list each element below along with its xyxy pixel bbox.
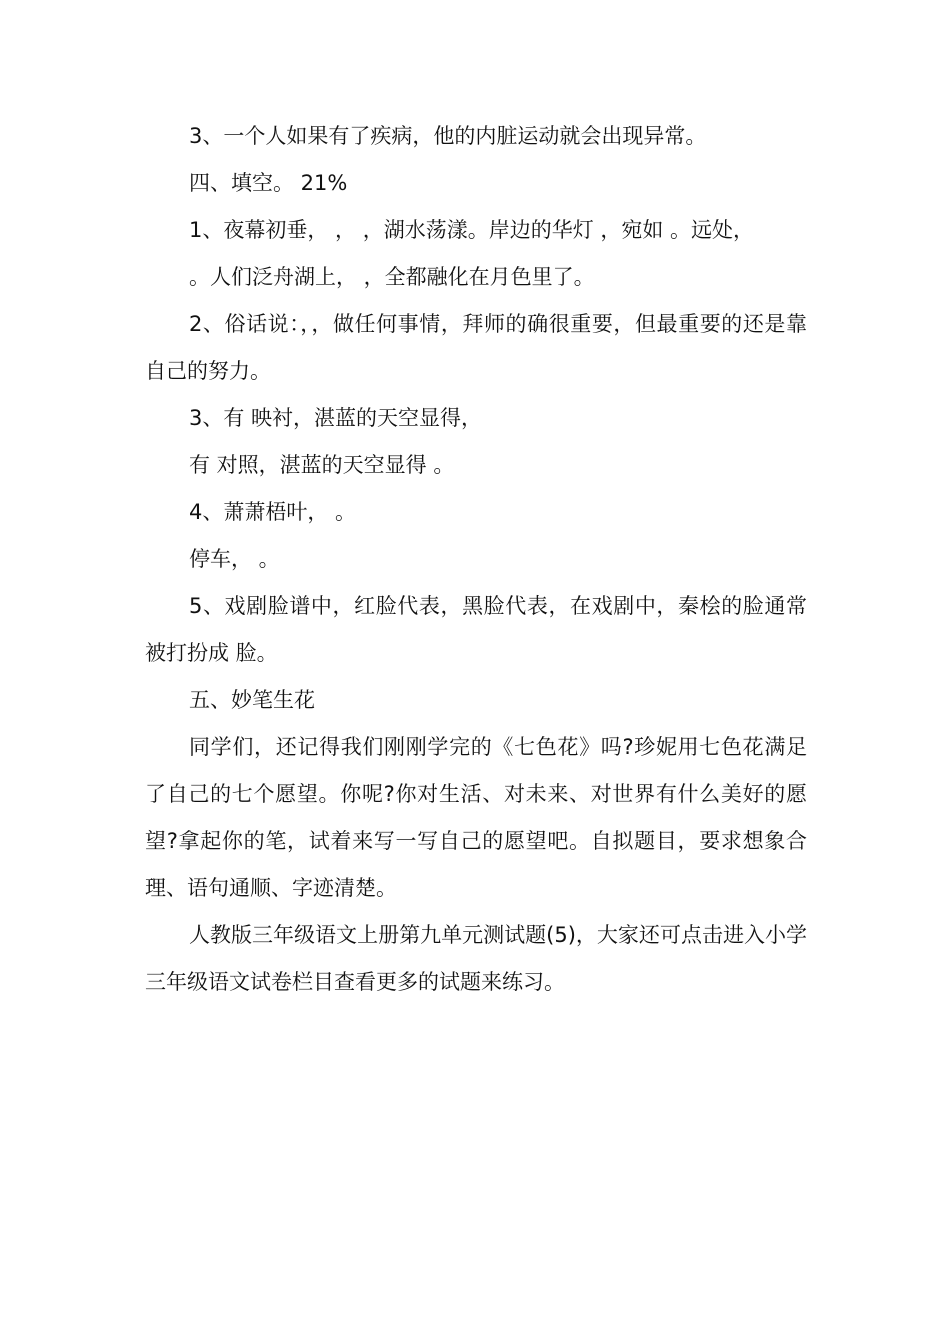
fill-blank-4-line-1: 4、萧萧梧叶， 。: [189, 500, 357, 524]
section-5-heading: 五、妙笔生花: [189, 688, 315, 712]
fill-blank-1-line-1: 1、夜幕初垂， ， ，湖水荡漾。岸边的华灯 ，宛如 。远处，: [189, 218, 755, 242]
fill-blank-3-line-1: 3、有 映衬，湛蓝的天空显得，: [189, 406, 483, 430]
fill-blank-5: 5、戏剧脸谱中，红脸代表，黑脸代表，在戏剧中，秦桧的脸通常被打扮成 脸。: [145, 594, 807, 665]
fill-blank-3-line-2: 有 对照，湛蓝的天空显得 。: [189, 453, 455, 477]
fill-blank-4-line-2: 停车， 。: [189, 547, 280, 571]
writing-prompt: 同学们，还记得我们刚刚学完的《七色花》吗?珍妮用七色花满足了自己的七个愿望。你呢?你对生活、对未来、对世界有什么美好的愿望?拿起你的笔，试着来写一写自己的愿望吧。自拟题目，要求想象合理、语句通顺、字迹清楚。: [145, 735, 807, 900]
fill-blank-2: 2、俗话说：，，做任何事情，拜师的确很重要，但最重要的还是靠自己的努力。: [145, 312, 807, 383]
section-4-heading: 四、填空。 21%: [189, 171, 348, 195]
fill-blank-1-line-2: 。人们泛舟湖上， ，全都融化在月色里了。: [189, 265, 595, 289]
question-3-text: 3、一个人如果有了疾病，他的内脏运动就会出现异常。: [189, 124, 707, 148]
document-body: [145, 113, 807, 1006]
closing-note: 人教版三年级语文上册第九单元测试题(5)，大家还可点击进入小学三年级语文试卷栏目查看更多的试题来练习。: [145, 923, 807, 994]
